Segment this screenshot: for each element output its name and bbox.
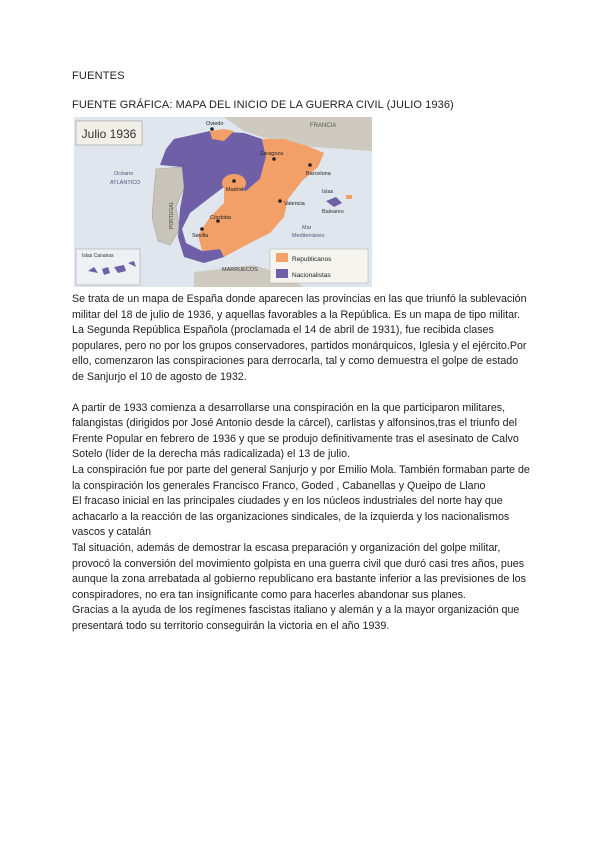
legend-swatch-republicanos <box>276 253 288 262</box>
label-marruecos: MARRUECOS <box>222 267 258 273</box>
label-islas: Islas <box>322 189 334 195</box>
city-cordoba: Córdoba <box>210 215 232 221</box>
city-dot <box>308 163 312 167</box>
city-dot <box>278 199 282 203</box>
figure-title: FUENTE GRÁFICA: MAPA DEL INICIO DE LA GUERRA CIVIL (JULIO 1936) <box>72 99 454 111</box>
label-mar-2: Mediterráneo <box>292 233 325 239</box>
paragraph: Se trata de un mapa de España donde aparecen las provincias en las que triunfó la sublevación militar del 18 de julio de 1936, y aquellas favorables a la República. Es un mapa de tipo militar. <box>72 293 527 321</box>
legend-swatch-nacionalistas <box>276 269 288 278</box>
city-dot <box>232 179 236 183</box>
city-sevilla: Sevilla <box>192 233 209 239</box>
paragraph-gap <box>72 386 532 401</box>
paragraph: La conspiración fue por parte del general Sanjurjo y por Emilio Mola. También formaban parte de la conspiración los generales Francisco Franco, Goded , Cabanellas y Queipo de Llano <box>72 463 530 492</box>
city-madrid: Madrid <box>226 187 243 193</box>
city-oviedo: Oviedo <box>206 121 224 127</box>
legend-republicanos: Republicanos <box>292 256 332 263</box>
label-mar-1: Mar <box>302 225 312 231</box>
label-oceano-1: Océano <box>114 171 134 177</box>
menorca <box>346 195 352 199</box>
paragraph: A partir de 1933 comienza a desarrollarse una conspiración en la que participaron militares, falangistas (dirigidos por José Antonio desde la cárcel), carlistas y alfonsinos,tras el triunfo del Frente Popular en febrero de 1936 y que se produjo definitivamente tras el asesinato de Calvo Sotelo (líder de la derecha más radicalizada) el 13 de julio. <box>72 401 519 461</box>
city-valencia: Valencia <box>284 201 305 207</box>
paragraph: La Segunda República Española (proclamada el 14 de abril de 1931), fue recibida clases populares, pero no por los grupos conservadores, partidos monárquicos, Iglesia y el ejército.Por ello, comenzaron las conspiraciones para derrocarla, tal y como demuestra el golpe de estado de Sanjurjo el 10 de agosto de 1932. <box>72 324 527 383</box>
page-heading: FUENTES <box>72 70 125 82</box>
civil-war-map <box>74 117 372 287</box>
legend-nacionalistas: Nacionalistas <box>292 272 331 279</box>
city-dot <box>200 227 204 231</box>
label-canarias: Islas Canarias <box>82 253 114 259</box>
date-label: Julio 1936 <box>81 127 137 141</box>
label-francia: FRANCIA <box>310 123 337 129</box>
label-oceano-2: ATLÁNTICO <box>110 180 141 186</box>
city-dot <box>272 157 276 161</box>
paragraph: Tal situación, además de demostrar la escasa preparación y organización del golpe militar, provocó la conversión del movimiento golpista en una guerra civil que duró casi tres años, pues aunque la zona arrebatada al gobierno republicano era bastante inferior a las previsiones de los conspiradores, no era tan insignificante como para hacerles abandonar sus planes. <box>72 541 526 601</box>
paragraph: Gracias a la ayuda de los regímenes fascistas italiano y alemán y a la mayor organización que presentará todo su territorio conseguirán la victoria en el año 1939. <box>72 604 520 632</box>
label-baleares: Baleares <box>322 209 344 215</box>
paragraph: El fracaso inicial en las principales ciudades y en los núcleos industriales del norte hay que achacarlo a la reacción de las organizaciones sindicales, de la izquierda y los nacionalismos vascos y catalán <box>72 495 510 539</box>
city-barcelona: Barcelona <box>306 171 331 177</box>
city-dot <box>210 127 214 131</box>
label-portugal: PORTUGAL <box>169 201 175 229</box>
body-text <box>72 292 532 634</box>
city-zaragoza: Zaragoza <box>260 151 284 157</box>
